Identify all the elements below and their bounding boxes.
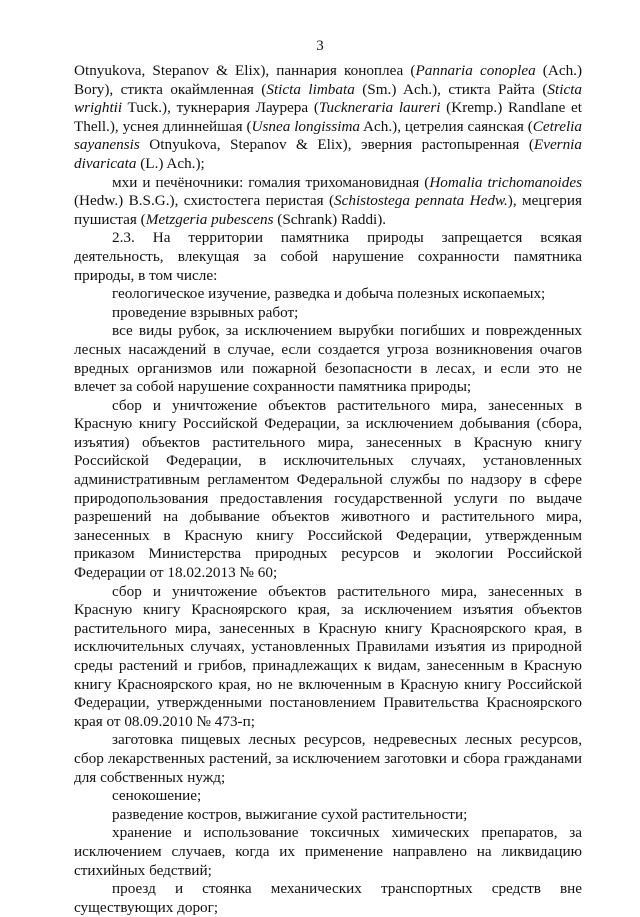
document-body [74, 62, 582, 917]
paragraph: заготовка пищевых лесных ресурсов, недревесных лесных ресурсов, сбор лекарственных растений, за исключением заготовки и сбора гражданами для собственных нужд; [74, 731, 582, 786]
paragraph: мхи и печёночники: гомалия трихомановидная (Homalia trichomanoides (Hedw.) B.S.G.), схистостега перистая (Schistostega pennata Hedw.), мецгерия пушистая (Metzgeria pubescens (Schrank) Raddi). [74, 173, 582, 228]
paragraph: проезд и стоянка механических транспортных средств вне существующих дорог; [74, 880, 582, 916]
paragraph: проведение взрывных работ; [112, 303, 299, 321]
paragraph: сбор и уничтожение объектов растительного мира, занесенных в Красную книгу Российской Федерации, за исключением добывания (сбора, изъятия) объектов растительного мира, занесенных в Красную книгу Российской Федерации, в исключительных случаях, установленных административным регламентом Федеральной службы по надзору в сфере природопользования предоставления государственной услуги по выдаче разрешений на добывание объектов животного и растительного мира, занесенных в Красную книгу Российской Федерации, утвержденным приказом Министерства природных ресурсов и экологии Российской Федерации от 18.02.2013 № 60; [74, 396, 582, 582]
page-number: 3 [316, 38, 324, 54]
paragraph: все виды рубок, за исключением вырубки погибших и поврежденных лесных насаждений в случае, если создается угроза возникновения очагов вредных организмов или пожарной безопасности в лесах, и если это не влечет за собой нарушение сохранности памятника природы; [74, 322, 582, 396]
paragraph: сенокошение; [112, 787, 202, 805]
paragraph: сбор и уничтожение объектов растительного мира, занесенных в Красную книгу Красноярского края, за исключением изъятия объектов растительного мира, занесенных в Красную книгу Красноярского края, в исключительных случаях, установленных Правилами изъятия из природной среды растений и грибов, принадлежащих к видам, занесенным в Красную книгу Красноярского края, но не включенным в Красную книгу Российской Федерации, утвержденными постановлением Правительства Красноярского края от 08.09.2010 № 473-п; [74, 582, 582, 730]
paragraph: 2.3. На территории памятника природы запрещается всякая деятельность, влекущая за собой нарушение сохранности памятника природы, в том числе: [74, 229, 582, 284]
paragraph: хранение и использование токсичных химических препаратов, за исключением случаев, когда их применение направлено на ликвидацию стихийных бедствий; [74, 824, 582, 879]
paragraph: разведение костров, выжигание сухой растительности; [112, 805, 468, 823]
paragraph: геологическое изучение, разведка и добыча полезных ископаемых; [112, 285, 546, 303]
paragraph: Otnyukova, Stepanov & Elix), паннария коноплеа (Pannaria conoplea (Ach.) Bory), стикта окаймленная (Sticta limbata (Sm.) Ach.), стикта Райта (Sticta wrightii Tuck.), тукнерария Лаурера (Tuckneraria laureri (Kremp.) Randlane et Thell.), уснея длиннейшая (Usnea longissima Ach.), цетрелия саянская (Cetrelia sayanensis Otnyukova, Stepanov & Elix), эверния растопыренная (Evernia divaricata (L.) Ach.); [74, 62, 583, 172]
